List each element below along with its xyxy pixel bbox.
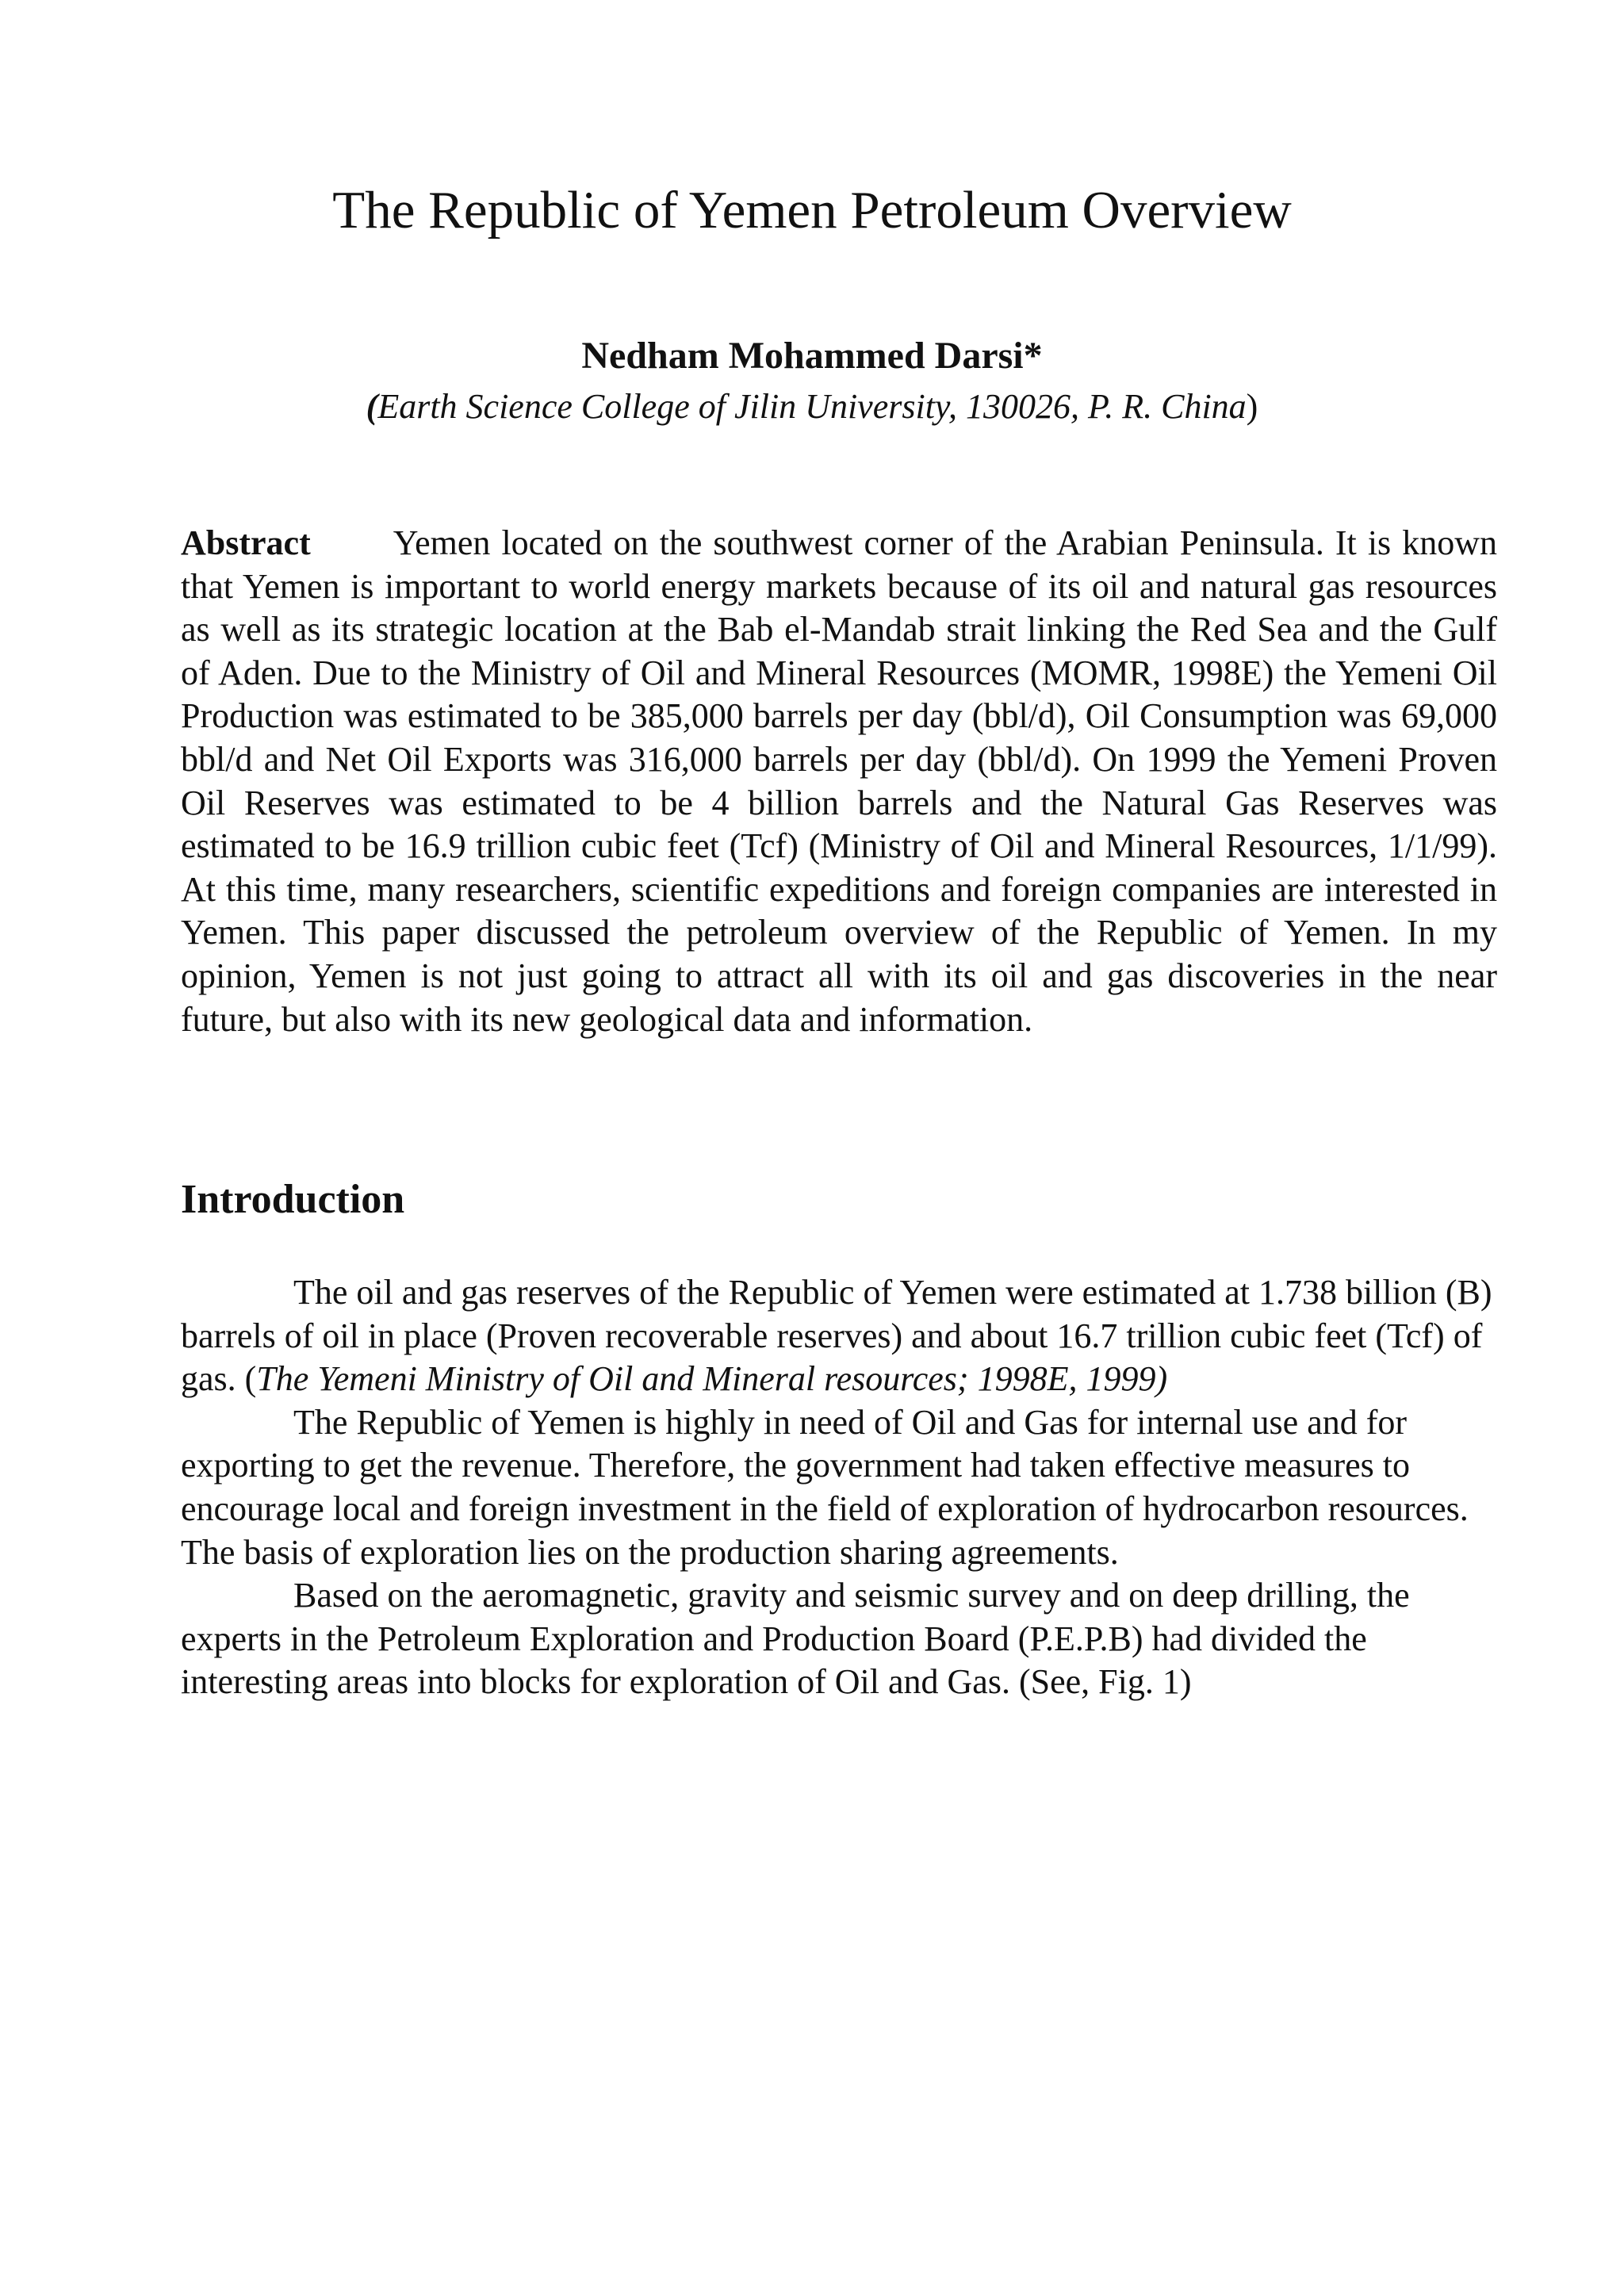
affiliation-close-paren: ) xyxy=(1246,387,1258,426)
abstract-label: Abstract xyxy=(181,523,311,562)
introduction-paragraph-2: The Republic of Yemen is highly in need of Oil and Gas for internal use and for exporting to get the revenue. Therefore, the government had taken effective measures to encourage local and foreign investment in the field of exploration of hydrocarbon resources. The basis of exploration lies on the production sharing agreements. xyxy=(181,1402,1469,1572)
introduction-body xyxy=(181,1271,1497,1704)
introduction-citation: The Yemeni Ministry of Oil and Mineral resources; 1998E, 1999) xyxy=(256,1359,1168,1399)
introduction-paragraph-1-text: The oil and gas reserves of the Republic of Yemen were estimated at 1.738 billion (B) barrels of oil in place (Proven recoverable reserves) and about 16.7 trillion cubic feet (Tcf) of gas. ( xyxy=(181,1273,1492,1399)
section-heading-introduction: Introduction xyxy=(181,1177,405,1222)
affiliation-text: Earth Science College of Jilin University, 130026, P. R. China xyxy=(377,387,1247,426)
introduction-paragraph-1 xyxy=(181,1271,1497,1401)
abstract xyxy=(181,522,1497,1041)
affiliation-open-paren: ( xyxy=(366,387,378,426)
author-name: Nedham Mohammed Darsi* xyxy=(581,335,1043,377)
paper-title: The Republic of Yemen Petroleum Overview xyxy=(332,181,1292,239)
abstract-text: Yemen located on the southwest corner of the Arabian Peninsula. It is known that Yemen is important to world energy markets because of its oil and natural gas resources as well as its strategic location at the Bab el-Mandab strait linking the Red Sea and the Gulf of Aden. Due to the Ministry of Oil and Mineral Resources (MOMR, 1998E) the Yemeni Oil Production was estimated to be 385,000 barrels per day (bbl/d), Oil Consumption was 69,000 bbl/d and Net Oil Exports was 316,000 barrels per day (bbl/d). On 1999 the Yemeni Proven Oil Reserves was estimated to be 4 billion barrels and the Natural Gas Reserves was estimated to be 16.9 trillion cubic feet (Tcf) (Ministry of Oil and Mineral Resources, 1/1/99). At this time, many researchers, scientific expeditions and foreign companies are interested in Yemen. This paper discussed the petroleum overview of the Republic of Yemen. In my opinion, Yemen is not just going to attract all with its oil and gas discoveries in the near future, but also with its new geological data and information. xyxy=(181,523,1497,1039)
introduction-paragraph-3: Based on the aeromagnetic, gravity and seismic survey and on deep drilling, the experts in the Petroleum Exploration and Production Board (P.E.P.B) had divided the interesting areas into blocks for exploration of Oil and Gas. (See, Fig. 1) xyxy=(181,1576,1410,1702)
author-affiliation xyxy=(0,386,1624,428)
